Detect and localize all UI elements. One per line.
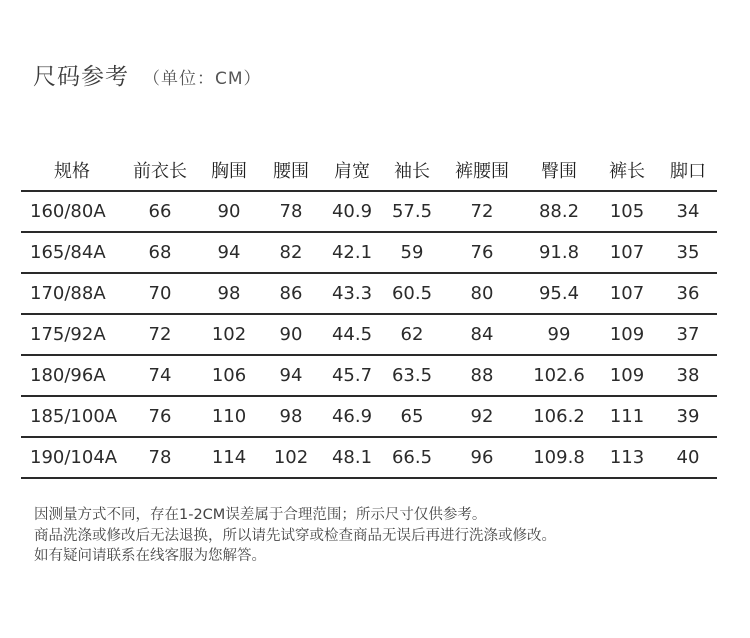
cell-spec: 185/100A [21,396,123,437]
cell-pants-waist: 92 [441,396,523,437]
cell-sleeve: 66.5 [383,437,441,478]
cell-hip: 91.8 [523,232,595,273]
header-leg-opening: 脚口 [659,150,717,191]
cell-hip: 99 [523,314,595,355]
cell-waist: 98 [261,396,321,437]
cell-waist: 94 [261,355,321,396]
table-row [21,232,717,273]
cell-hip: 106.2 [523,396,595,437]
cell-pants-length: 107 [595,273,659,314]
cell-sleeve: 62 [383,314,441,355]
note-contact-service: 如有疑问请联系在线客服为您解答。 [34,548,266,564]
cell-sleeve: 60.5 [383,273,441,314]
cell-pants-waist: 96 [441,437,523,478]
header-waist: 腰围 [261,150,321,191]
header-pants-length: 裤长 [595,150,659,191]
cell-front-length: 74 [123,355,197,396]
cell-pants-waist: 84 [441,314,523,355]
cell-sleeve: 65 [383,396,441,437]
cell-hip: 109.8 [523,437,595,478]
cell-leg-opening: 37 [659,314,717,355]
cell-leg-opening: 40 [659,437,717,478]
cell-chest: 114 [197,437,261,478]
header-hip: 臀围 [523,150,595,191]
cell-chest: 94 [197,232,261,273]
header-spec: 规格 [21,150,123,191]
cell-shoulder: 43.3 [321,273,383,314]
table-row [21,355,717,396]
cell-chest: 98 [197,273,261,314]
cell-spec: 180/96A [21,355,123,396]
cell-chest: 110 [197,396,261,437]
header-shoulder: 肩宽 [321,150,383,191]
cell-pants-length: 109 [595,355,659,396]
cell-waist: 82 [261,232,321,273]
cell-front-length: 76 [123,396,197,437]
cell-shoulder: 45.7 [321,355,383,396]
cell-spec: 165/84A [21,232,123,273]
header-chest: 胸围 [197,150,261,191]
cell-pants-waist: 88 [441,355,523,396]
size-table [21,150,717,479]
note-no-return-policy: 商品洗涤或修改后无法退换，所以请先试穿或检查商品无误后再进行洗涤或修改。 [34,527,556,544]
cell-shoulder: 40.9 [321,191,383,232]
cell-pants-waist: 80 [441,273,523,314]
notes-section [34,505,556,567]
note-measurement-tolerance: 因测量方式不同，存在1-2CM误差属于合理范围；所示尺寸仅供参考。 [34,507,487,523]
cell-shoulder: 42.1 [321,232,383,273]
table-row [21,437,717,478]
cell-spec: 175/92A [21,314,123,355]
header-sleeve: 袖长 [383,150,441,191]
cell-shoulder: 44.5 [321,314,383,355]
cell-sleeve: 63.5 [383,355,441,396]
cell-pants-length: 105 [595,191,659,232]
cell-chest: 106 [197,355,261,396]
cell-shoulder: 46.9 [321,396,383,437]
table-header-row [21,150,717,191]
cell-sleeve: 59 [383,232,441,273]
cell-hip: 88.2 [523,191,595,232]
cell-chest: 90 [197,191,261,232]
cell-chest: 102 [197,314,261,355]
cell-waist: 78 [261,191,321,232]
cell-front-length: 66 [123,191,197,232]
cell-shoulder: 48.1 [321,437,383,478]
unit-label: （单位：CM） [143,69,262,89]
table-row [21,314,717,355]
cell-front-length: 72 [123,314,197,355]
header-pants-waist: 裤腰围 [441,150,523,191]
cell-pants-length: 109 [595,314,659,355]
cell-waist: 86 [261,273,321,314]
cell-leg-opening: 36 [659,273,717,314]
cell-sleeve: 57.5 [383,191,441,232]
cell-leg-opening: 34 [659,191,717,232]
header-front-length: 前衣长 [123,150,197,191]
cell-front-length: 68 [123,232,197,273]
title-text: 尺码参考 [33,64,129,90]
cell-front-length: 78 [123,437,197,478]
table-row [21,396,717,437]
cell-hip: 102.6 [523,355,595,396]
cell-pants-waist: 72 [441,191,523,232]
cell-hip: 95.4 [523,273,595,314]
cell-leg-opening: 38 [659,355,717,396]
cell-spec: 160/80A [21,191,123,232]
page-title [33,58,262,91]
table-row [21,273,717,314]
cell-pants-waist: 76 [441,232,523,273]
cell-front-length: 70 [123,273,197,314]
cell-waist: 90 [261,314,321,355]
cell-leg-opening: 35 [659,232,717,273]
cell-leg-opening: 39 [659,396,717,437]
cell-waist: 102 [261,437,321,478]
cell-pants-length: 113 [595,437,659,478]
cell-pants-length: 107 [595,232,659,273]
cell-spec: 170/88A [21,273,123,314]
table-row [21,191,717,232]
cell-pants-length: 111 [595,396,659,437]
cell-spec: 190/104A [21,437,123,478]
